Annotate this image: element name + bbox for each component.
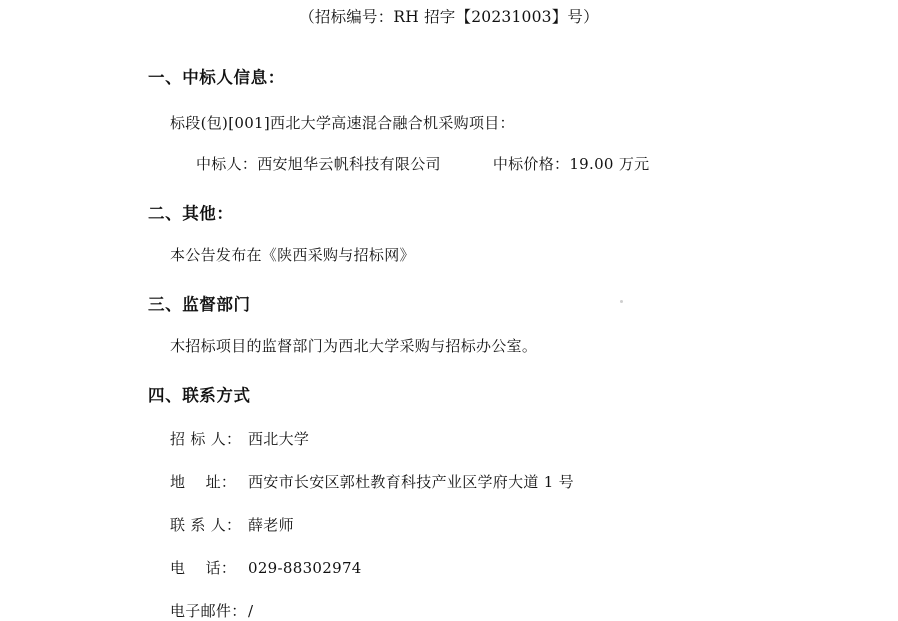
winner-package-line: 标段(包)[001]西北大学高速混合融合机采购项目： bbox=[170, 113, 515, 132]
tender-number: （招标编号：RH 招字【20231003】号） bbox=[299, 8, 599, 26]
contact-label-tenderer: 招 标 人： bbox=[170, 429, 242, 448]
contact-value-tenderer: 西北大学 bbox=[248, 429, 310, 448]
contact-row-address bbox=[170, 471, 898, 492]
document-body bbox=[0, 64, 898, 621]
contact-value-phone: 029-88302974 bbox=[248, 558, 362, 577]
contact-value-address: 西安市长安区郭杜教育科技产业区学府大道 1 号 bbox=[248, 472, 574, 491]
winner-price: 中标价格：19.00 万元 bbox=[492, 154, 650, 173]
paper-speck bbox=[620, 300, 623, 303]
section-heading-other: 二、其他： bbox=[148, 203, 234, 223]
winner-name: 中标人：西安旭华云帆科技有限公司 bbox=[196, 154, 441, 173]
section-heading-winner-info: 一、中标人信息： bbox=[148, 67, 285, 87]
section-heading-contact: 四、联系方式 bbox=[148, 385, 251, 405]
winner-detail-row bbox=[196, 153, 898, 174]
contact-value-email: / bbox=[248, 601, 254, 620]
contact-row-person bbox=[170, 514, 898, 535]
contact-label-email: 电子邮件： bbox=[170, 601, 247, 620]
announcement-publication-line: 本公告发布在《陕西采购与招标网》 bbox=[170, 245, 415, 264]
contact-value-person: 薛老师 bbox=[248, 515, 294, 534]
contact-row-email bbox=[170, 600, 898, 621]
supervision-department-line: 木招标项目的监督部门为西北大学采购与招标办公室。 bbox=[170, 336, 538, 355]
section-heading-supervision: 三、监督部门 bbox=[148, 294, 251, 314]
contact-label-phone: 电 话： bbox=[170, 558, 237, 577]
contact-label-address: 地 址： bbox=[170, 472, 237, 491]
contact-row-phone bbox=[170, 557, 898, 578]
contact-label-person: 联 系 人： bbox=[170, 515, 242, 534]
contact-row-tenderer bbox=[170, 428, 898, 449]
